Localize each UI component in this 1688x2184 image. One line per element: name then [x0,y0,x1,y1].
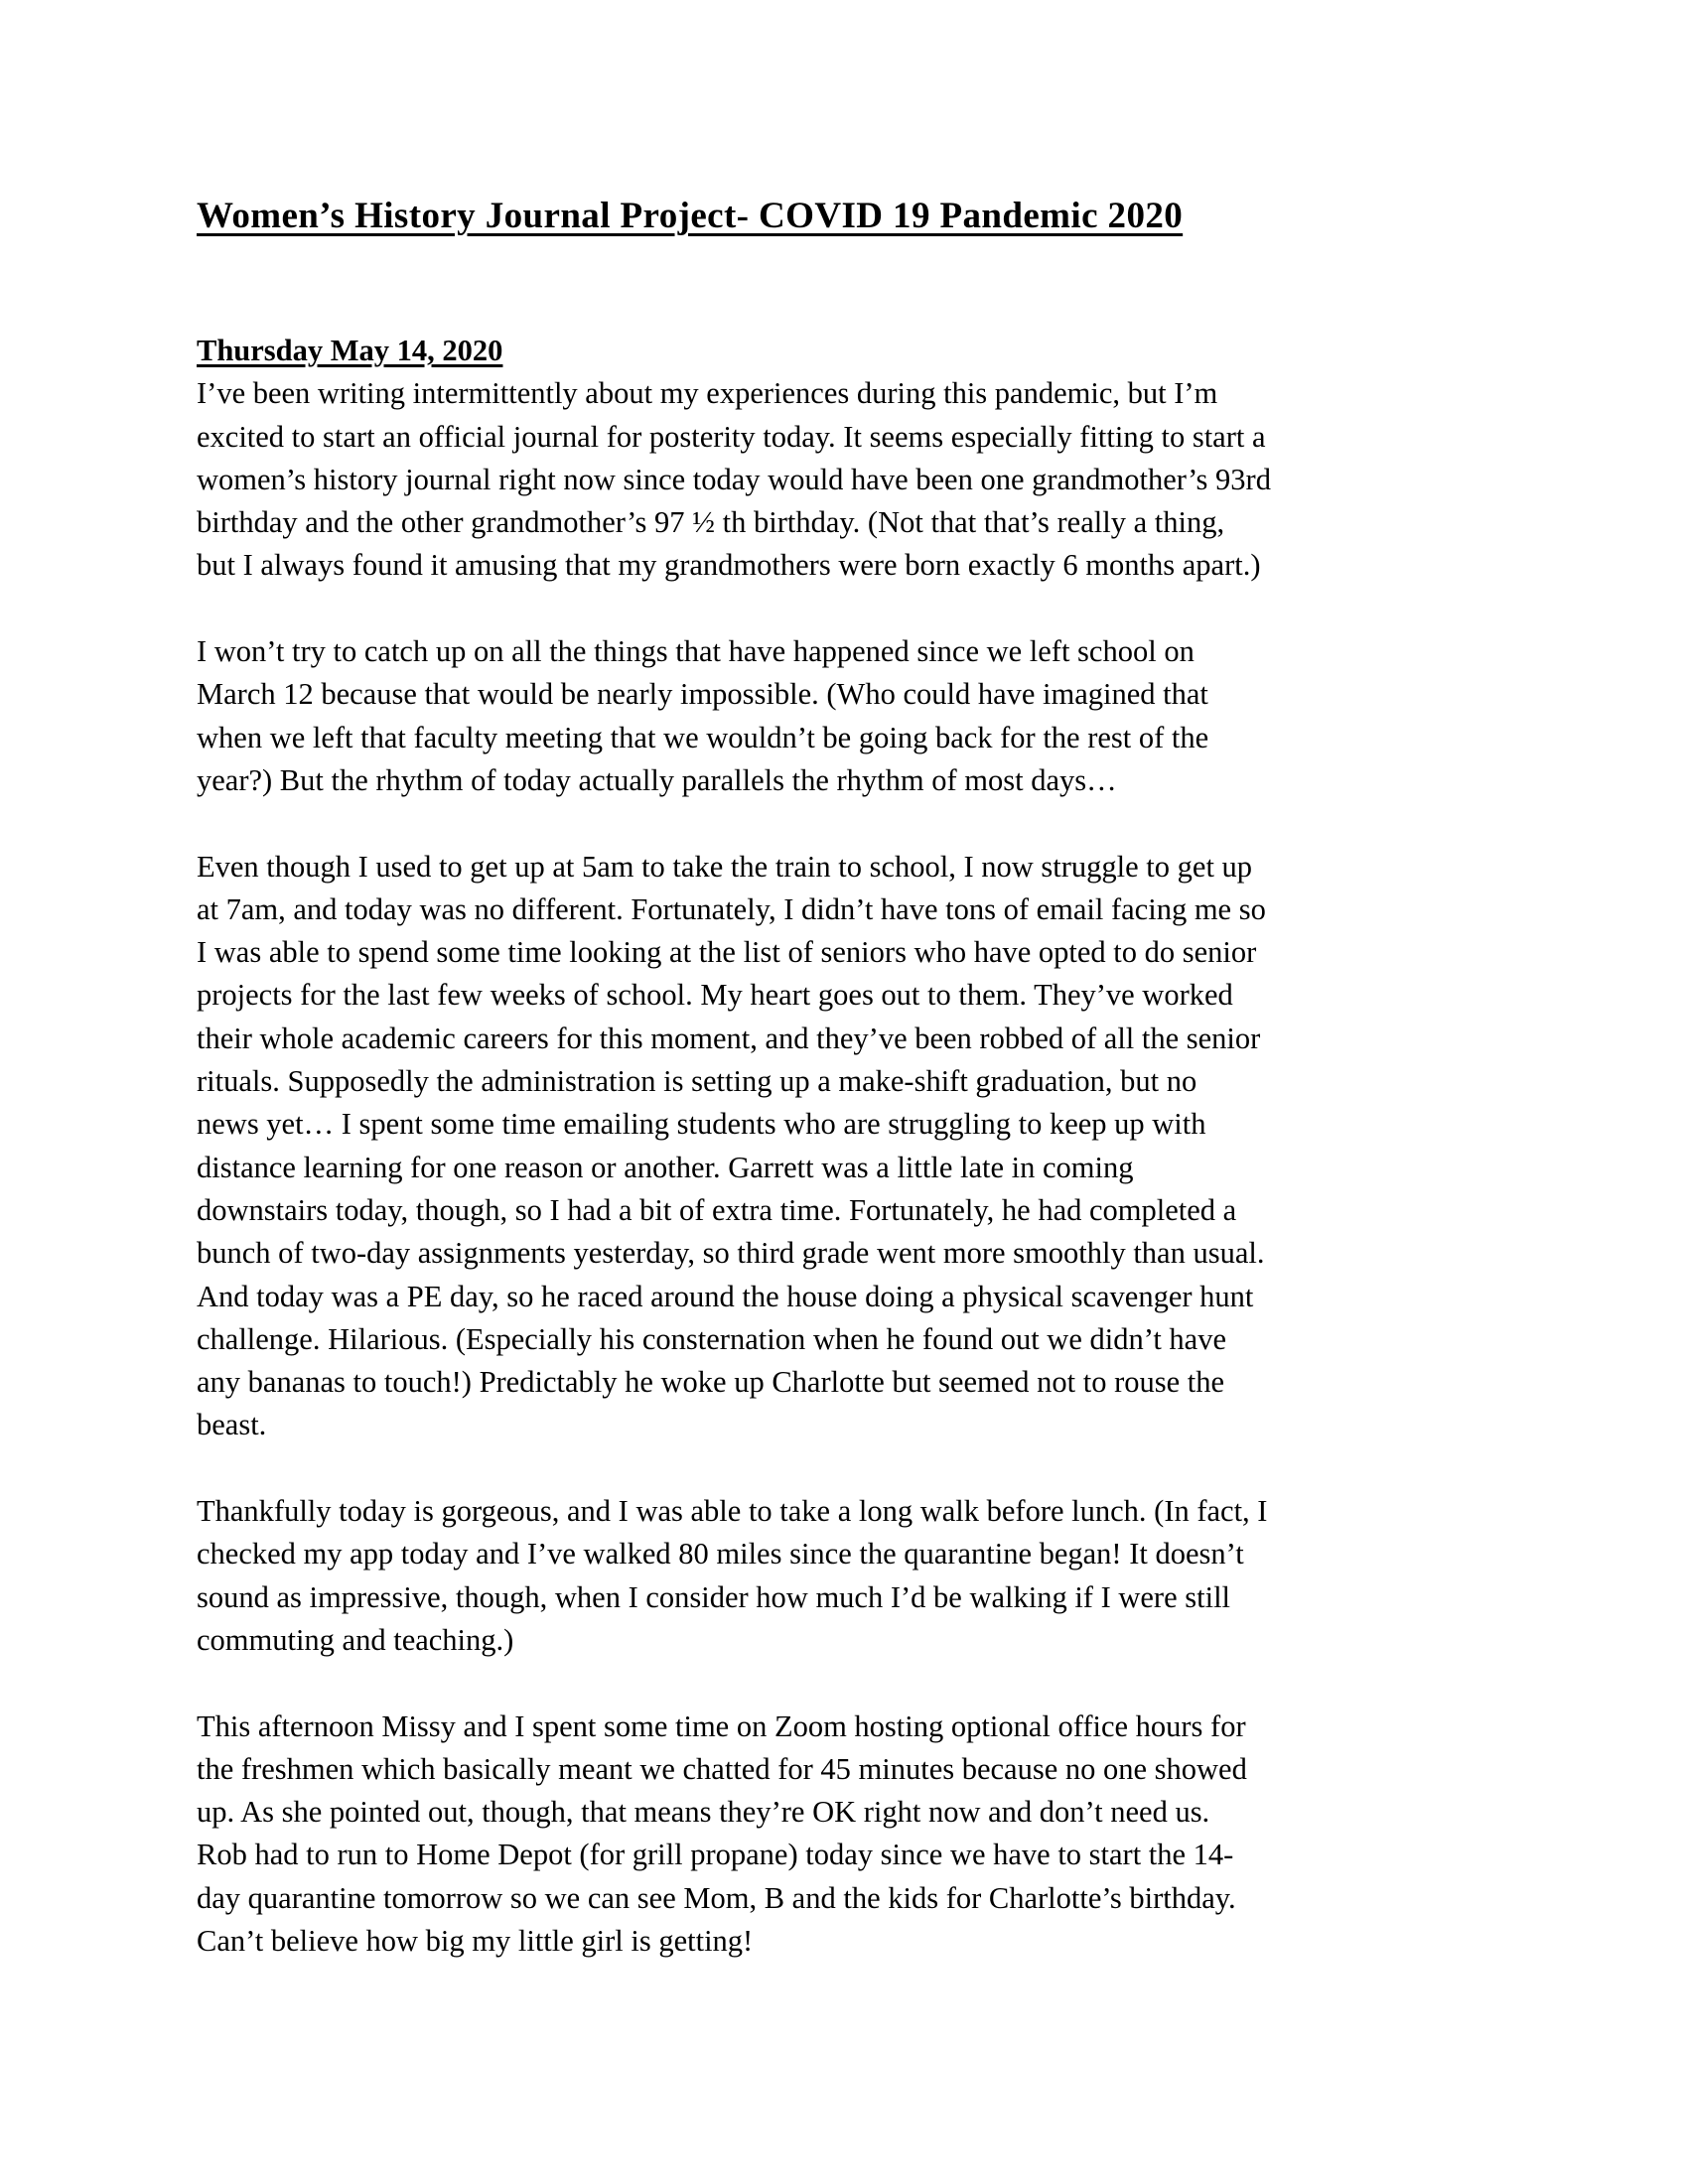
paragraph [197,630,1497,802]
text-line: projects for the last few weeks of school. My heart goes out to them. They’ve worked [197,978,1233,1013]
text-line: at 7am, and today was no different. Fortunately, I didn’t have tons of email facing me so [197,891,1266,926]
text-line: women’s history journal right now since today would have been one grandmother’s 93rd [197,462,1271,496]
paragraph [197,846,1497,1447]
paragraph-spacer [197,802,1497,845]
text-line: excited to start an official journal for posterity today. It seems especially fitting to start a [197,419,1266,454]
text-line: I won’t try to catch up on all the things that have happened since we left school on [197,634,1195,669]
text-line: when we left that faculty meeting that we wouldn’t be going back for the rest of the [197,720,1209,754]
text-line: downstairs today, though, so I had a bit of extra time. Fortunately, he had completed a [197,1192,1237,1227]
text-line: but I always found it amusing that my grandmothers were born exactly 6 months apart.) [197,548,1261,583]
text-line: This afternoon Missy and I spent some time on Zoom hosting optional office hours for [197,1708,1246,1743]
text-line: checked my app today and I’ve walked 80 miles since the quarantine began! It doesn’t [197,1537,1244,1571]
text-line: any bananas to touch!) Predictably he woke up Charlotte but seemed not to rouse the [197,1365,1225,1400]
text-line: Can’t believe how big my little girl is getting! [197,1923,754,1958]
entry-date-heading: Thursday May 14, 2020 [197,334,503,367]
text-line: March 12 because that would be nearly impossible. (Who could have imagined that [197,677,1208,712]
text-line: beast. [197,1408,267,1442]
text-line: Thankfully today is gorgeous, and I was able to take a long walk before lunch. (In fact, I [197,1494,1268,1529]
paragraph-spacer [197,1662,1497,1705]
text-line: I was able to spend some time looking at the list of seniors who have opted to do senior [197,935,1257,970]
text-line: commuting and teaching.) [197,1622,514,1657]
paragraph-spacer [197,588,1497,630]
document-title: Women’s History Journal Project- COVID 19 Pandemic 2020 [197,196,1184,236]
text-line: news yet… I spent some time emailing students who are struggling to keep up with [197,1107,1206,1142]
text-line: year?) But the rhythm of today actually parallels the rhythm of most days… [197,762,1117,797]
text-line: their whole academic careers for this moment, and they’ve been robbed of all the senior [197,1021,1261,1055]
text-line: distance learning for one reason or another. Garrett was a little late in coming [197,1150,1134,1184]
text-line: I’ve been writing intermittently about my experiences during this pandemic, but I’m [197,376,1218,411]
paragraph [197,372,1497,587]
text-line: day quarantine tomorrow so we can see Mom, B and the kids for Charlotte’s birthday. [197,1880,1236,1915]
text-line: And today was a PE day, so he raced around the house doing a physical scavenger hunt [197,1279,1254,1313]
text-line: the freshmen which basically meant we chatted for 45 minutes because no one showed [197,1751,1247,1786]
text-line: rituals. Supposedly the administration is setting up a make-shift graduation, but no [197,1064,1197,1099]
paragraph [197,1706,1497,1964]
text-line: Even though I used to get up at 5am to take the train to school, I now struggle to get up [197,849,1253,884]
text-line: Rob had to run to Home Depot (for grill propane) today since we have to start the 14- [197,1838,1234,1872]
journal-entry [197,330,1497,1963]
paragraph-spacer [197,1447,1497,1490]
text-line: up. As she pointed out, though, that means they’re OK right now and don’t need us. [197,1795,1210,1830]
text-line: challenge. Hilarious. (Especially his consternation when he found out we didn’t have [197,1321,1226,1356]
entry-paragraphs [197,372,1497,1963]
text-line: sound as impressive, though, when I consider how much I’d be walking if I were still [197,1579,1231,1614]
text-line: birthday and the other grandmother’s 97 ½ th birthday. (Not that that’s really a thing, [197,505,1225,540]
paragraph [197,1490,1497,1662]
text-line: bunch of two-day assignments yesterday, so third grade went more smoothly than usual. [197,1236,1265,1271]
